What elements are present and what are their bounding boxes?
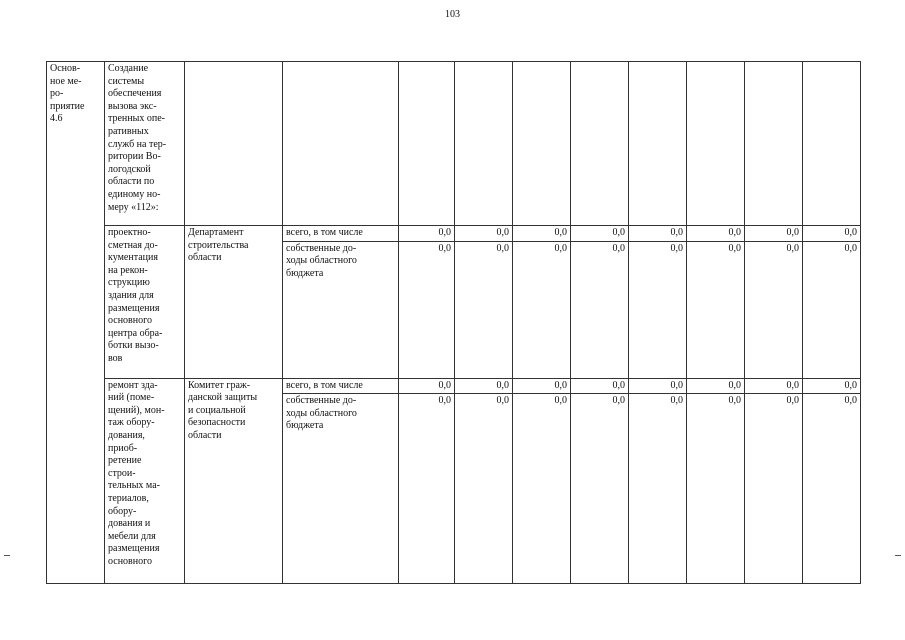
text-line: размещения	[108, 543, 160, 555]
text-line: проектно-	[108, 227, 151, 238]
activity-header-row	[47, 62, 861, 226]
text-line: обору-	[108, 505, 137, 517]
text-line: 4.6	[50, 113, 63, 125]
funding-value-cell: 0,0	[629, 241, 687, 378]
text-line: собственные до-	[286, 242, 357, 254]
executor-cell	[185, 378, 283, 584]
funding-value-cell: 0,0	[399, 394, 455, 584]
text-line: ходы областного	[286, 407, 357, 419]
funding-value-cell: 0,0	[455, 241, 513, 378]
text-line: приоб-	[108, 442, 138, 454]
funding-value-cell: 0,0	[745, 241, 803, 378]
funding-value-cell: 0,0	[687, 378, 745, 394]
funding-value-cell: 0,0	[687, 394, 745, 584]
funding-value-cell: 0,0	[803, 394, 861, 584]
funding-value-cell: 0,0	[629, 394, 687, 584]
text-line: логодской	[108, 163, 151, 175]
funding-value-cell: 0,0	[571, 226, 629, 242]
text-line: вов	[108, 352, 123, 364]
funding-value-cell: 0,0	[629, 378, 687, 394]
text-line: Департамент	[188, 227, 244, 238]
text-line: и социальной	[188, 404, 246, 416]
text-line: струкцию	[108, 277, 150, 289]
subitem-name-cell	[105, 378, 185, 584]
funding-row	[47, 226, 861, 242]
funding-value-cell: 0,0	[399, 378, 455, 394]
text-line: безопасности	[188, 417, 246, 429]
text-line: ний (поме-	[108, 392, 155, 404]
funding-source-cell	[283, 226, 399, 242]
text-line: собственные до-	[286, 395, 357, 407]
text-line: строи-	[108, 467, 136, 479]
executor-cell	[185, 226, 283, 379]
funding-value-cell: 0,0	[399, 226, 455, 242]
budget-activity-table	[46, 61, 861, 584]
text-line: бюджета	[286, 420, 324, 432]
text-line: ро-	[50, 88, 64, 100]
funding-value-cell: 0,0	[455, 226, 513, 242]
funding-value-cell: 0,0	[629, 226, 687, 242]
text-line: области	[188, 429, 222, 441]
text-line: Создание	[108, 63, 149, 74]
funding-value-cell: 0,0	[687, 226, 745, 242]
text-line: ное ме-	[50, 75, 82, 87]
funding-value-cell: 0,0	[571, 378, 629, 394]
text-line: системы	[108, 75, 145, 87]
text-line: ботки вызо-	[108, 340, 159, 352]
text-line: дования,	[108, 429, 145, 441]
funding-value-cell: 0,0	[687, 241, 745, 378]
funding-value-cell: 0,0	[399, 241, 455, 378]
text-line: единому но-	[108, 188, 161, 200]
funding-value-cell: 0,0	[513, 226, 571, 242]
scan-edge-mark-right	[895, 555, 901, 556]
text-line: Основ-	[50, 63, 81, 74]
text-line: териалов,	[108, 492, 149, 504]
text-line: ретение	[108, 455, 142, 467]
text-line: всего, в том числе	[286, 227, 363, 238]
text-line: обеспечения	[108, 88, 162, 100]
scan-edge-mark-left	[4, 555, 10, 556]
funding-value-cell: 0,0	[455, 378, 513, 394]
text-line: тельных ма-	[108, 480, 160, 492]
funding-value-cell: 0,0	[571, 394, 629, 584]
text-line: центра обра-	[108, 327, 163, 339]
text-line: основного	[108, 315, 152, 327]
subitem-name-cell	[105, 226, 185, 379]
funding-value-cell: 0,0	[803, 241, 861, 378]
text-line: таж обору-	[108, 417, 155, 429]
funding-value-cell: 0,0	[745, 394, 803, 584]
activity-title-cell	[105, 62, 185, 226]
text-line: здания для	[108, 289, 154, 301]
text-line: данской защиты	[188, 392, 258, 404]
funding-source-cell	[283, 241, 399, 378]
text-line: бюджета	[286, 267, 324, 279]
funding-value-cell: 0,0	[803, 378, 861, 394]
text-line: сметная до-	[108, 239, 158, 251]
text-line: области	[188, 252, 222, 264]
main-activity-cell	[47, 62, 105, 584]
funding-row	[47, 378, 861, 394]
text-line: мебели для	[108, 530, 156, 542]
text-line: всего, в том числе	[286, 379, 363, 391]
text-line: ритории Во-	[108, 151, 161, 163]
text-line: ративных	[108, 125, 149, 137]
text-line: размещения	[108, 302, 160, 314]
text-line: тренных опе-	[108, 113, 165, 125]
funding-value-cell: 0,0	[745, 378, 803, 394]
text-line: строительства	[188, 239, 249, 251]
text-line: на рекон-	[108, 264, 148, 276]
text-line: кументация	[108, 252, 158, 264]
text-line: основного	[108, 555, 152, 567]
funding-value-cell: 0,0	[745, 226, 803, 242]
text-line: области по	[108, 176, 155, 188]
page-number: 103	[445, 9, 460, 20]
funding-value-cell: 0,0	[513, 394, 571, 584]
text-line: щений), мон-	[108, 404, 165, 416]
text-line: приятие	[50, 100, 85, 112]
text-line: ходы областного	[286, 255, 357, 267]
text-line: дования и	[108, 518, 151, 530]
funding-source-cell	[283, 394, 399, 584]
text-line: ремонт зда-	[108, 379, 158, 391]
funding-value-cell: 0,0	[803, 226, 861, 242]
text-line: служб на тер-	[108, 138, 167, 150]
funding-value-cell: 0,0	[571, 241, 629, 378]
funding-value-cell: 0,0	[455, 394, 513, 584]
funding-source-cell	[283, 378, 399, 394]
text-line: вызова экс-	[108, 100, 157, 112]
text-line: меру «112»:	[108, 201, 159, 213]
funding-value-cell: 0,0	[513, 378, 571, 394]
text-line: Комитет граж-	[188, 379, 251, 391]
funding-value-cell: 0,0	[513, 241, 571, 378]
